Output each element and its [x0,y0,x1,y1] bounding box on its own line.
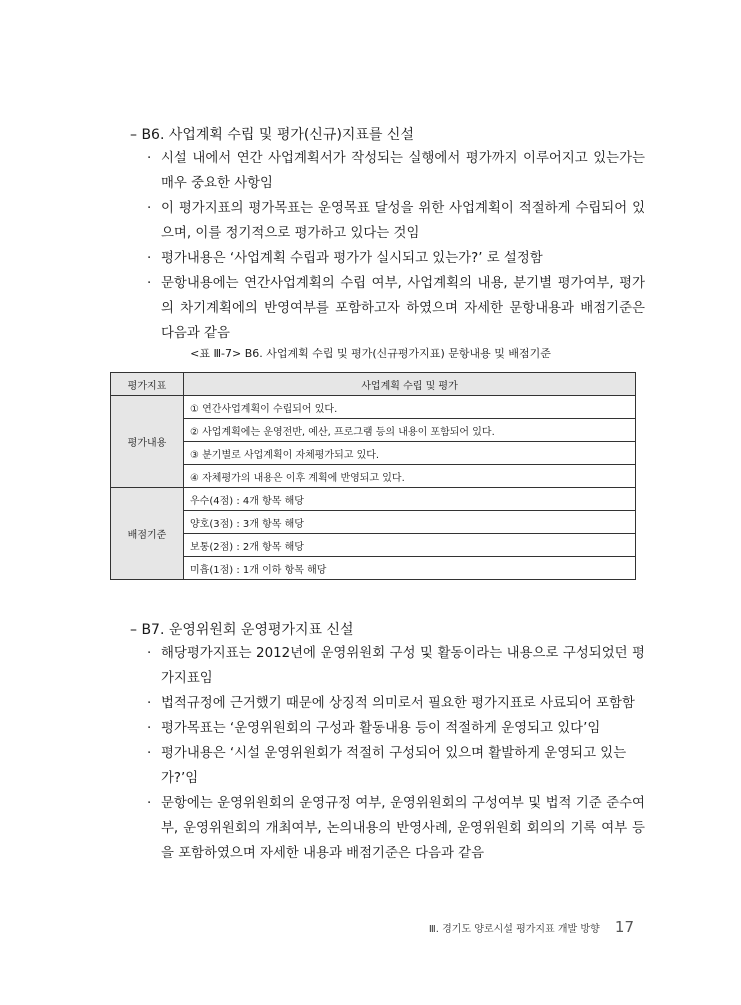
table-row [111,465,636,488]
footer-chapter-title: Ⅲ. 경기도 양로시설 평가지표 개발 방향 [428,924,600,935]
content-item: ④ 자체평가의 내용은 이후 계획에 반영되고 있다. [184,465,636,488]
list-item: · 이 평가지표의 평가목표는 운영목표 달성을 위한 사업계획이 적절하게 수립되어 있으며, 이를 정기적으로 평가하고 있다는 것임 [147,196,645,246]
list-item: · 문항에는 운영위원회의 운영규정 여부, 운영위원회의 구성여부 및 법적 기준 준수여부, 운영위원회의 개최여부, 논의내용의 반영사례, 운영위원회 회의의 기록 여부 등을 포함하였으며 자세한 내용과 배점기준은 다음과 같음 [147,791,645,866]
table-row [111,373,636,396]
b6-heading: – B6. 사업계획 수립 및 평가(신규)지표를 신설 [130,127,414,143]
list-item: · 문항내용에는 연간사업계획의 수립 여부, 사업계획의 내용, 분기별 평가여부, 평가의 차기계획에의 반영여부를 포함하고자 하였으며 자세한 문항내용과 배점기준은 다음과 같음 [147,271,645,346]
table-row [111,534,636,557]
score-item: 우수(4점) : 4개 항목 해당 [184,488,636,511]
content-item: ② 사업계획에는 운영전반, 예산, 프로그램 등의 내용이 포함되어 있다. [184,419,636,442]
page-number: 17 [614,918,634,936]
content-label-cell: 평가내용 [111,396,184,488]
list-item: · 시설 내에서 연간 사업계획서가 작성되는 실행에서 평가까지 이루어지고 있는가는 매우 중요한 사항임 [147,146,645,196]
b7-bullet-list [147,641,645,866]
table-row [111,511,636,534]
table-row [111,419,636,442]
list-item: · 평가내용은 ‘사업계획 수립과 평가가 실시되고 있는가?’ 로 설정함 [147,246,645,271]
table-row [111,488,636,511]
b6-bullet-list [147,146,645,346]
content-item: ① 연간사업계획이 수립되어 있다. [184,396,636,419]
list-item: · 평가내용은 ‘시설 운영위원회가 적절히 구성되어 있으며 활발하게 운영되고 있는가?’임 [147,741,645,791]
table-row [111,396,636,419]
table-header-title: 사업계획 수립 및 평가 [184,373,636,396]
score-item: 보통(2점) : 2개 항목 해당 [184,534,636,557]
content-item: ③ 분기별로 사업계획이 자체평가되고 있다. [184,442,636,465]
score-item: 미흡(1점) : 1개 이하 항목 해당 [184,557,636,580]
list-item: · 법적규정에 근거했기 때문에 상징적 의미로서 필요한 평가지표로 사료되어 포함함 [147,691,645,716]
criteria-table [110,372,636,580]
list-item: · 해당평가지표는 2012년에 운영위원회 구성 및 활동이라는 내용으로 구성되었던 평가지표임 [147,641,645,691]
b7-heading: – B7. 운영위원회 운영평가지표 신설 [130,622,354,638]
table-caption: <표 Ⅲ-7> B6. 사업계획 수립 및 평가(신규평가지표) 문항내용 및 배점기준 [190,347,551,360]
page-footer [429,918,634,936]
score-item: 양호(3점) : 3개 항목 해당 [184,511,636,534]
table-row [111,557,636,580]
table-header-indicator: 평가지표 [111,373,184,396]
score-label-cell: 배점기준 [111,488,184,580]
list-item: · 평가목표는 ‘운영위원회의 구성과 활동내용 등이 적절하게 운영되고 있다’임 [147,716,645,741]
table-row [111,442,636,465]
